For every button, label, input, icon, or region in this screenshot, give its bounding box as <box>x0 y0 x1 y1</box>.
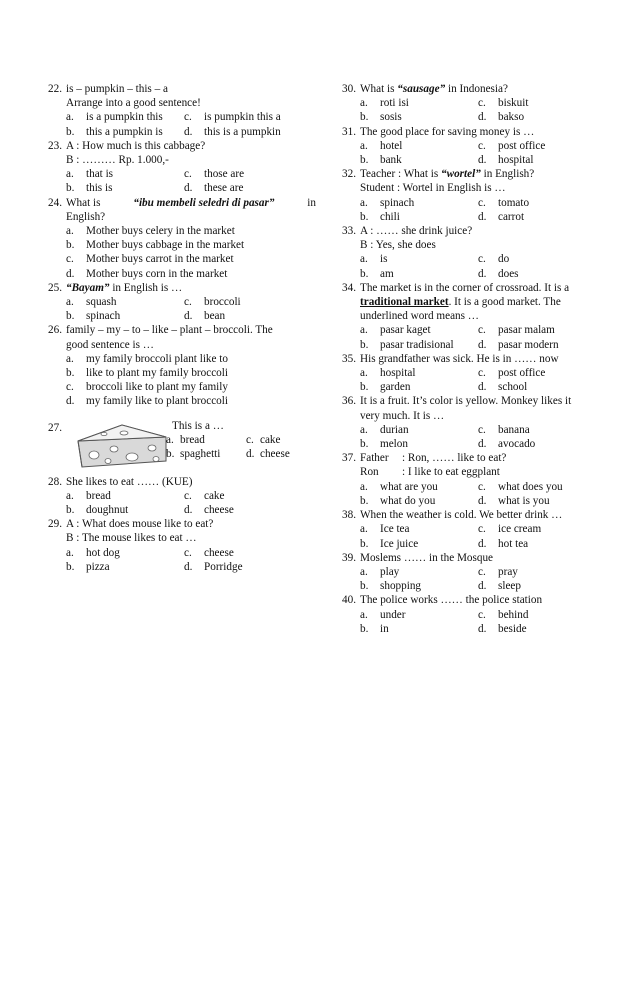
option-c: cake <box>204 489 225 502</box>
option-a: spinach <box>380 196 415 209</box>
option-d: beside <box>498 622 527 635</box>
question-36: 36. It is a fruit. It’s color is yellow. Monkey likes it very much. It is … a. durian c. banana b. melon d. avocado <box>342 395 572 451</box>
option-b: Mother buys cabbage in the market <box>86 239 245 252</box>
option-d: cheese <box>260 448 290 461</box>
option-b: melon <box>380 438 408 451</box>
option-a: pasar kaget <box>380 324 431 337</box>
option-c: ice cream <box>498 523 542 536</box>
option-c: pray <box>498 565 518 578</box>
option-d: pasar modern <box>498 338 559 351</box>
option-d: hospital <box>498 154 534 167</box>
question-32: 32. Teacher : What is “wortel” in English? Student : Wortel in English is … a. spinach c. tomato b. chili d. carrot <box>342 168 535 223</box>
question-37: 37. Father : Ron, …… like to eat? Ron : I like to eat eggplant a. what are you c. what does you b. what do you d. what is you <box>342 452 563 507</box>
option-d: does <box>498 267 519 280</box>
option-d: bean <box>204 310 226 323</box>
option-b: in <box>380 622 389 635</box>
option-a: that is <box>86 168 114 181</box>
underlined-word: traditional market <box>360 296 449 309</box>
option-d: avocado <box>498 438 536 451</box>
option-a: bread <box>86 489 111 502</box>
option-b: pasar tradisional <box>380 338 454 351</box>
option-c: what does you <box>498 480 563 493</box>
option-a: my family broccoli plant like to <box>86 352 228 365</box>
option-a: under <box>380 608 406 621</box>
option-d: sleep <box>498 580 521 593</box>
question-40: 40. The police works …… the police station a. under c. behind b. in d. beside <box>342 594 543 635</box>
option-a: squash <box>86 296 117 309</box>
option-a: durian <box>380 423 409 436</box>
option-a: play <box>380 565 400 578</box>
option-c: Mother buys carrot in the market <box>86 253 234 266</box>
option-c: broccoli <box>204 296 241 309</box>
option-a: is <box>380 253 388 266</box>
option-c: cake <box>260 433 281 446</box>
option-b: pizza <box>86 560 110 573</box>
option-c: post office <box>498 367 546 380</box>
option-c: cheese <box>204 546 234 559</box>
option-d: Mother buys corn in the market <box>86 267 228 280</box>
option-a: Mother buys celery in the market <box>86 225 235 238</box>
option-a: hot dog <box>86 546 120 559</box>
question-35: 35. His grandfather was sick. He is in …… now a. hospital c. post office b. garden d. school <box>342 352 559 394</box>
option-d: school <box>498 381 528 394</box>
question-34: 34. The market is in the corner of crossroad. It is a traditional market. It is a good market. The underlined word means … a. pasar kaget c. pasar malam b. pasar tradisional d. pasar modern <box>342 281 570 351</box>
option-b: chili <box>380 210 400 223</box>
option-c: banana <box>498 423 530 436</box>
left-column <box>48 82 316 574</box>
question-29: 29. A : What does mouse like to eat? B : The mouse likes to eat … a. hot dog c. cheese b. pizza d. Porridge <box>48 518 243 573</box>
option-a: is a pumpkin this <box>86 111 163 124</box>
question-39: 39. Moslems …… in the Mosque a. play c. pray b. shopping d. sleep <box>342 551 521 593</box>
option-b: sosis <box>380 111 402 124</box>
option-d: hot tea <box>498 537 529 550</box>
option-c: biskuit <box>498 97 529 110</box>
question-27: 27. This is a … a. bread c. cake b. spaghetti d. cheese <box>48 419 316 475</box>
option-c: post office <box>498 139 546 152</box>
option-c: broccoli like to plant my family <box>86 381 228 394</box>
option-b: this is <box>86 182 113 195</box>
question-31: 31. The good place for saving money is … a. hotel c. post office b. bank d. hospital <box>342 125 546 167</box>
option-b: spaghetti <box>180 448 221 461</box>
option-b: this a pumpkin is <box>86 125 163 138</box>
option-b: Ice juice <box>380 537 419 550</box>
option-a: what are you <box>380 480 438 493</box>
option-b: bank <box>380 154 402 167</box>
option-d: what is you <box>498 494 550 507</box>
option-b: doughnut <box>86 504 129 517</box>
option-d: Porridge <box>204 560 243 573</box>
option-c: pasar malam <box>498 324 555 337</box>
question-23: 23. A : How much is this cabbage? B : ……… Rp. 1.000,- a. that is c. those are b. this is d. these are <box>48 139 245 195</box>
option-a: Ice tea <box>380 523 410 536</box>
question-26: 26. family – my – to – like – plant – broccoli. The good sentence is … a. my family broccoli plant like to b. like to plant my family broccoli c. broccoli like to plant my family d. my family like to plant broccoli <box>48 324 273 408</box>
option-c: behind <box>498 608 529 621</box>
option-a: roti isi <box>380 97 409 110</box>
option-c: do <box>498 253 510 266</box>
option-d: my family like to plant broccoli <box>86 395 228 408</box>
question-28: 28. She likes to eat …… (KUE) a. bread c. cake b. doughnut d. cheese <box>48 475 234 517</box>
question-38: 38. When the weather is cold. We better drink … a. Ice tea c. ice cream b. Ice juice d. hot tea <box>342 509 563 550</box>
option-b: garden <box>380 381 411 394</box>
option-d: bakso <box>498 111 525 124</box>
right-column <box>342 82 612 636</box>
option-d: carrot <box>498 210 525 223</box>
question-24: 24. What is “ibu membeli seledri di pasar” in English? a. Mother buys celery in the market b. Mother buys cabbage in the market c. Mother buys carrot in the market d. Mother buys corn in the market <box>48 196 316 280</box>
option-c: tomato <box>498 196 530 209</box>
question-22: 22. is – pumpkin – this – a Arrange into a good sentence! a. is a pumpkin this c. is pumpkin this a b. this a pumpkin is d. this is a pumpkin <box>48 83 281 138</box>
option-d: cheese <box>204 504 234 517</box>
option-a: bread <box>180 433 205 446</box>
question-25: 25. “Bayam” in English is … a. squash c. broccoli b. spinach d. bean <box>48 281 241 323</box>
option-b: like to plant my family broccoli <box>86 367 228 380</box>
option-a: hotel <box>380 139 403 152</box>
option-c: those are <box>204 168 245 181</box>
question-30: 30. What is “sausage” in Indonesia? a. roti isi c. biskuit b. sosis d. bakso <box>342 83 529 124</box>
option-c: is pumpkin this a <box>204 111 281 124</box>
option-a: hospital <box>380 367 416 380</box>
option-d: these are <box>204 182 244 195</box>
option-b: am <box>380 267 394 280</box>
option-b: shopping <box>380 580 422 593</box>
cheese-icon <box>74 421 170 471</box>
option-b: spinach <box>86 310 121 323</box>
option-b: what do you <box>380 494 436 507</box>
question-33: 33. A : …… she drink juice? B : Yes, she does a. is c. do b. am d. does <box>342 225 519 280</box>
option-d: this is a pumpkin <box>204 125 281 138</box>
